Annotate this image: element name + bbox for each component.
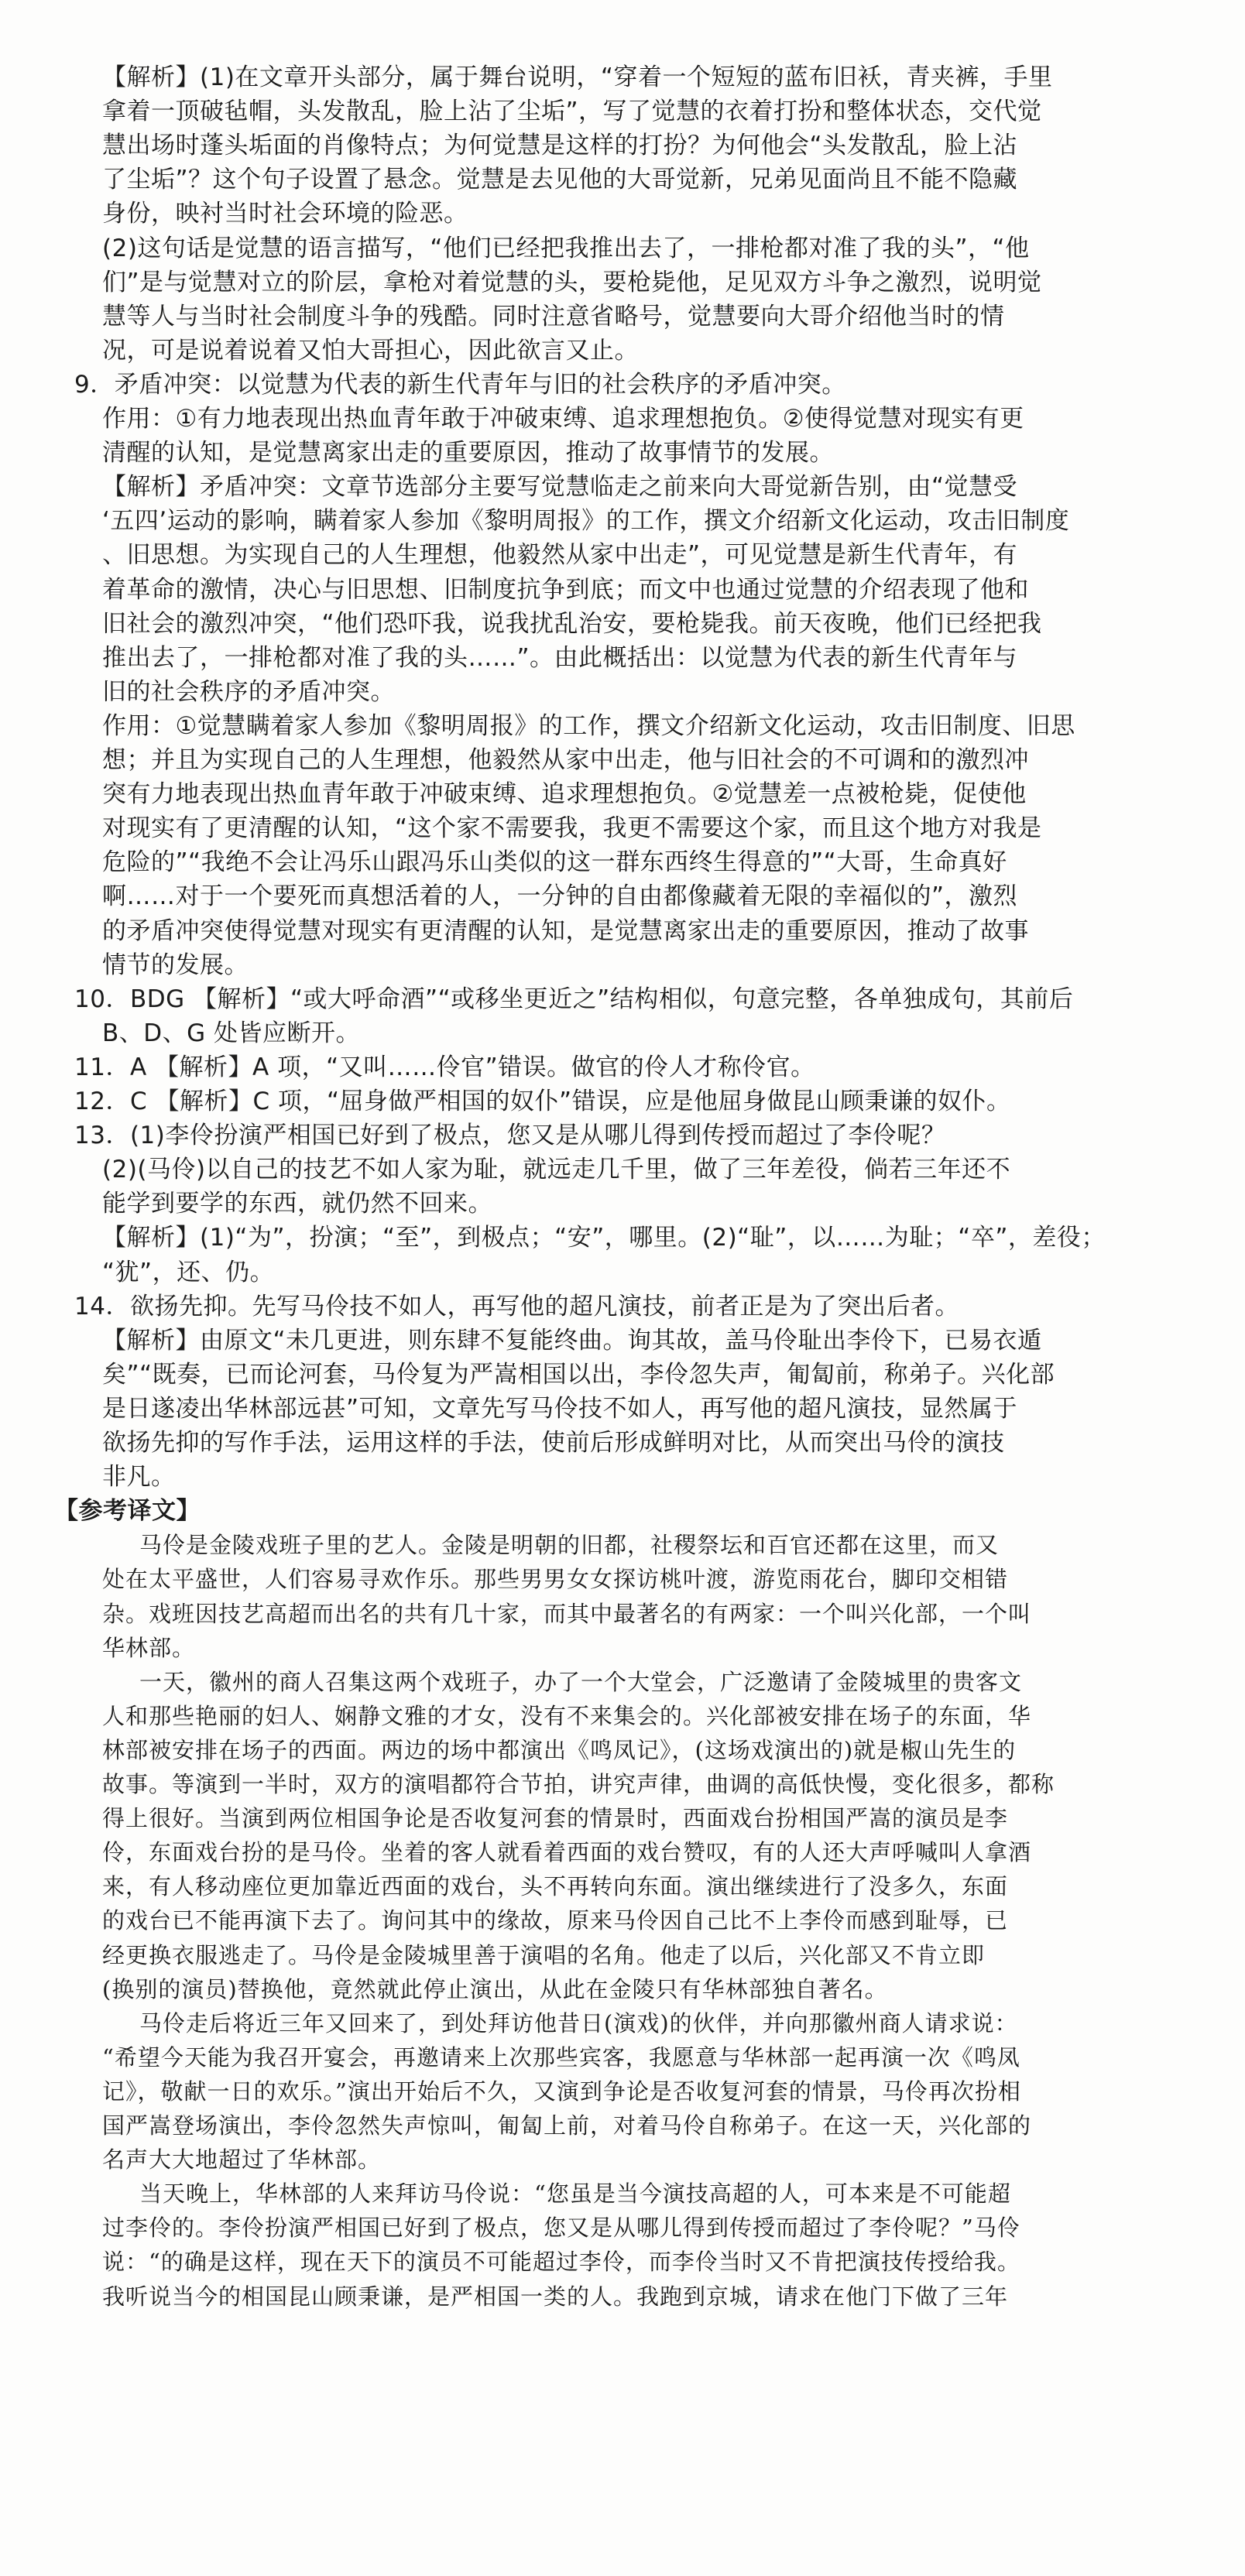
text-line: ‘五四’运动的影响，瞒着家人参加《黎明周报》的工作，撰文介绍新文化运动，攻击旧制度 [102, 507, 1070, 536]
text-line: 作用：①有力地表现出热血青年敢于冲破束缚、追求理想抱负。②使得觉慧对现实有更 [102, 405, 1024, 433]
text-line: (2)这句话是觉慧的语言描写，“他们已经把我推出去了，一排枪都对准了我的头”，“他 [102, 234, 1030, 262]
text-line: 的矛盾冲突使得觉慧对现实有更清醒的认知，是觉慧离家出走的重要原因，推动了故事 [102, 916, 1029, 945]
text-line: 况，可是说着说着又怕大哥担心，因此欲言又止。 [102, 336, 639, 365]
text-line: 【解析】(1)“为”，扮演；“至”，到极点；“安”，哪里。(2)“耻”，以……为耻；“卒”，差役； [102, 1224, 1106, 1252]
text-line: 旧的社会秩序的矛盾冲突。 [102, 677, 395, 706]
text-line: 9．矛盾冲突：以觉慧为代表的新生代青年与旧的社会秩序的矛盾冲突。 [74, 370, 846, 399]
text-line: 故事。等演到一半时，双方的演唱都符合节拍，讲究声律，曲调的高低快慢，变化很多，都称 [102, 1771, 1055, 1797]
text-line: 啊……对于一个要死而真想活着的人，一分钟的自由都像藏着无限的幸福似的”，激烈 [102, 882, 1018, 911]
text-line: 清醒的认知，是觉慧离家出走的重要原因，推动了故事情节的发展。 [102, 439, 834, 468]
text-line: 矣”“既奏，已而论河套，马伶复为严嵩相国以出，李伶忽失声，匍匐前，称弟子。兴化部 [102, 1360, 1055, 1389]
text-line: 过李伶的。李伶扮演严相国已好到了极点，您又是从哪儿得到传授而超过了李伶呢？”马伶 [102, 2215, 1020, 2242]
text-line: 作用：①觉慧瞒着家人参加《黎明周报》的工作，撰文介绍新文化运动，攻击旧制度、旧思 [102, 711, 1075, 740]
text-line: 拿着一顶破毡帽，头发散乱，脸上沾了尘垢”，写了觉慧的衣着打扮和整体状态，交代觉 [102, 98, 1042, 126]
text-line: 们”是与觉慧对立的阶层，拿枪对着觉慧的头，要枪毙他，足见双方斗争之激烈，说明觉 [102, 268, 1042, 296]
text-line: 处在太平盛世，人们容易寻欢作乐。那些男男女女探访桃叶渡，游览雨花台，脚印交相错 [102, 1566, 1009, 1593]
text-line: 马伶走后将近三年又回来了，到处拜访他昔日(演戏)的伙伴，并向那徽州商人请求说： [139, 2009, 1018, 2036]
text-line: 13．(1)李伶扮演严相国已好到了极点，您又是从哪儿得到传授而超过了李伶呢？ [74, 1122, 946, 1150]
text-line: 的戏台已不能再演下去了。询问其中的缘故，原来马伶因自己比不上李伶而感到耻辱，已 [102, 1907, 1009, 1934]
text-line: 【解析】矛盾冲突：文章节选部分主要写觉慧临走之前来向大哥觉新告别，由“觉慧受 [102, 473, 1018, 502]
text-line: 林部被安排在场子的西面。两边的场中都演出《鸣凤记》，(这场戏演出的)就是椒山先生的 [102, 1736, 1017, 1763]
text-line: 杂。戏班因技艺高超而出名的共有几十家，而其中最著名的有两家：一个叫兴化部，一个叫 [102, 1600, 1032, 1627]
text-line: 着革命的激情，决心与旧思想、旧制度抗争到底；而文中也通过觉慧的介绍表现了他和 [102, 575, 1029, 604]
text-line: 危险的”“我绝不会让冯乐山跟冯乐山类似的这一群东西终生得意的”“大哥，生命真好 [102, 848, 1007, 877]
text-line: 推出去了，一排枪都对准了我的头……”。由此概括出：以觉慧为代表的新生代青年与 [102, 643, 1018, 672]
text-line: 华林部。 [102, 1634, 196, 1661]
text-line: 当天晚上，华林部的人来拜访马伶说：“您虽是当今演技高超的人，可本来是不可能超 [139, 2180, 1011, 2208]
text-line: 得上很好。当演到两位相国争论是否收复河套的情景时，西面戏台扮相国严嵩的演员是李 [102, 1805, 1009, 1832]
text-line: B、D、G 处皆应断开。 [102, 1019, 361, 1047]
text-line: 马伶是金陵戏班子里的艺人。金陵是明朝的旧都，社稷祭坛和百官还都在这里，而又 [139, 1532, 1000, 1559]
text-line: (换别的演员)替换他，竟然就此停止演出，从此在金陵只有华林部独自著名。 [102, 1975, 888, 2002]
text-line: 说：“的确是这样，现在天下的演员不可能超过李伶，而李伶当时又不肯把演技传授给我。 [102, 2249, 1020, 2276]
text-line: 记》，敬献一日的欢乐。”演出开始后不久，又演到争论是否收复河套的情景，马伶再次扮相 [102, 2078, 1021, 2105]
text-line: 能学到要学的东西，就仍然不回来。 [102, 1190, 492, 1218]
text-line: 伶，东面戏台扮的是马伶。坐着的客人就看着西面的戏台赞叹，有的人还大声呼喊叫人拿酒 [102, 1839, 1032, 1866]
text-line: 是日遂凌出华林部远甚”可知，文章先写马伶技不如人，再写他的超凡演技，显然属于 [102, 1394, 1018, 1423]
text-line: (2)(马伶)以自己的技艺不如人家为耻，就远走几千里，做了三年差役，倘若三年还不 [102, 1156, 1011, 1184]
text-line: 【解析】(1)在文章开头部分，属于舞台说明，“穿着一个短短的蓝布旧袄，青夹裤，手里 [102, 63, 1053, 91]
text-line: 12．C 【解析】C 项，“屈身做严相国的奴仆”错误，应是他屈身做昆山顾秉谦的奴仆。 [74, 1088, 1011, 1115]
text-line: “希望今天能为我召开宴会，再邀请来上次那些宾客，我愿意与华林部一起再演一次《鸣凤 [102, 2043, 1020, 2071]
text-line: 突有力地表现出热血青年敢于冲破束缚、追求理想抱负。②觉慧差一点被枪毙，促使他 [102, 780, 1027, 809]
section-heading-reference-translation: 【参考译文】 [54, 1497, 201, 1526]
text-line: 经更换衣服逃走了。马伶是金陵城里善于演唱的名角。他走了以后，兴化部又不肯立即 [102, 1941, 986, 1968]
text-line: 14．欲扬先抑。先写马伶技不如人，再写他的超凡演技，前者正是为了突出后者。 [74, 1292, 959, 1321]
text-line: 11．A 【解析】A 项，“又叫……伶官”错误。做官的伶人才称伶官。 [74, 1053, 815, 1081]
text-line: 、旧思想。为实现自己的人生理想，他毅然从家中出走”，可见觉慧是新生代青年，有 [102, 541, 1018, 570]
text-line: 旧社会的激烈冲突，“他们恐吓我，说我扰乱治安，要枪毙我。前天夜晚，他们已经把我 [102, 609, 1042, 638]
text-line: “犹”，还、仍。 [102, 1258, 275, 1286]
text-line: 人和那些艳丽的妇人、娴静文雅的才女，没有不来集会的。兴化部被安排在场子的东面，华 [102, 1702, 1032, 1729]
text-line: 身份，映衬当时社会环境的险恶。 [102, 200, 468, 228]
text-line: 欲扬先抑的写作手法，运用这样的手法，使前后形成鲜明对比，从而突出马伶的演技 [102, 1429, 1005, 1457]
text-line: 慧出场时蓬头垢面的肖像特点；为何觉慧是这样的打扮？为何他会“头发散乱，脸上沾 [102, 132, 1018, 160]
text-line: 我听说当今的相国昆山顾秉谦，是严相国一类的人。我跑到京城，请求在他门下做了三年 [102, 2283, 1009, 2310]
text-line: 对现实有了更清醒的认知，“这个家不需要我，我更不需要这个家，而且这个地方对我是 [102, 814, 1042, 843]
text-line: 情节的发展。 [102, 951, 249, 979]
text-line: 了尘垢”？这个句子设置了悬念。觉慧是去见他的大哥觉新，兄弟见面尚且不能不隐藏 [102, 166, 1018, 194]
text-line: 【解析】由原文“未几更进，则东肆不复能终曲。询其故，盖马伶耻出李伶下，已易衣遁 [102, 1326, 1042, 1355]
text-line: 10．BDG 【解析】“或大呼命酒”“或移坐更近之”结构相似，句意完整，各单独成句，其前后 [74, 985, 1074, 1013]
text-line: 一天，徽州的商人召集这两个戏班子，办了一个大堂会，广泛邀请了金陵城里的贵客文 [139, 1668, 1023, 1695]
text-line: 非凡。 [102, 1463, 176, 1492]
text-line: 来，有人移动座位更加靠近西面的戏台，头不再转向东面。演出继续进行了没多久，东面 [102, 1873, 1009, 1900]
text-line: 想；并且为实现自己的人生理想，他毅然从家中出走，他与旧社会的不可调和的激烈冲 [102, 746, 1029, 774]
text-line: 名声大大地超过了华林部。 [102, 2146, 382, 2174]
text-line: 国严嵩登场演出，李伶忽然失声惊叫，匍匐上前，对着马伶自称弟子。在这一天，兴化部的 [102, 2112, 1032, 2139]
text-line: 慧等人与当时社会制度斗争的残酷。同时注意省略号，觉慧要向大哥介绍他当时的情 [102, 302, 1005, 331]
